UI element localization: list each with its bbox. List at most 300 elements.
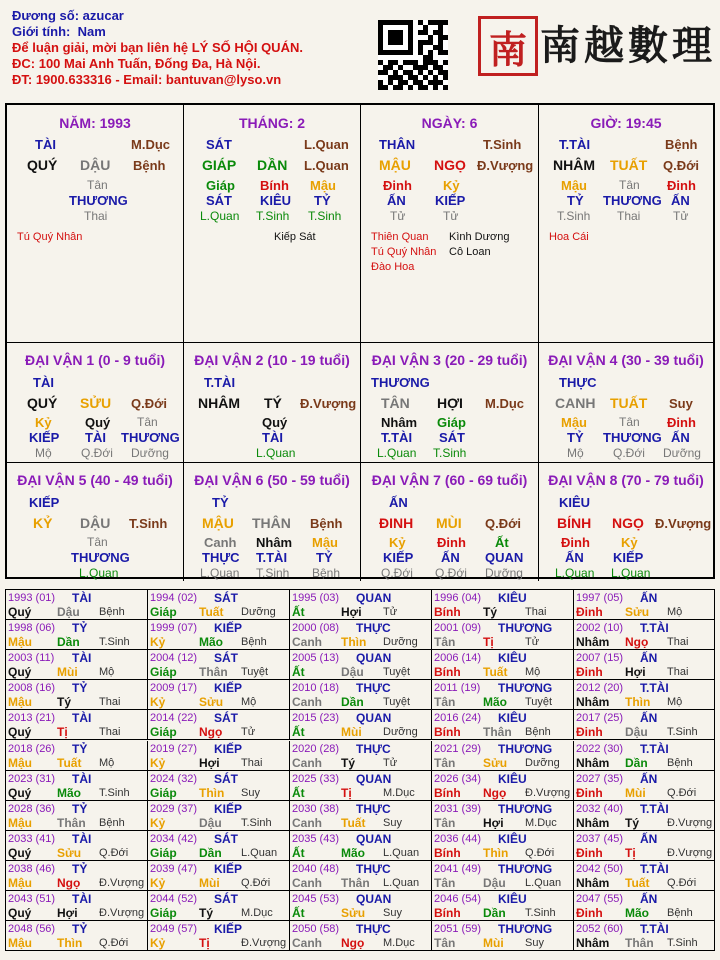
can-label: Nhâm <box>576 875 610 890</box>
chi-label: Tị <box>341 785 352 800</box>
state-label: Tuyệt <box>383 666 411 679</box>
can-label: Canh <box>292 695 322 710</box>
state-label: Tử <box>383 606 398 618</box>
state-label: T.Sinh <box>667 937 698 950</box>
chi-label: Tuất <box>625 875 650 890</box>
year-label: 2027 (35) <box>576 772 624 785</box>
dai-van-text: M.Dục <box>485 396 524 411</box>
can-label: Nhâm <box>576 815 610 830</box>
can-label: Mậu <box>8 936 32 951</box>
year-cell <box>6 921 148 951</box>
state-label: Tuyệt <box>525 696 553 709</box>
year-cell <box>148 861 290 891</box>
star-label: T.TÀI <box>640 922 669 937</box>
pillar-text: Tú Quý Nhân <box>371 246 437 258</box>
dai-van-text: Quý <box>262 415 288 430</box>
pillar-text: THÂN <box>379 137 416 152</box>
chi-label: Mão <box>341 845 365 860</box>
chi-label: Ngọ <box>341 936 365 951</box>
chi-label: Sửu <box>625 605 650 619</box>
dai-van-cell <box>361 343 539 463</box>
dai-van-text: Tân <box>619 415 640 429</box>
star-label: QUAN <box>356 771 392 786</box>
pillar-text: DẬU <box>80 157 111 173</box>
state-label: L.Quan <box>383 846 420 859</box>
chi-label: Hợi <box>57 906 78 920</box>
pillar-text: Tử <box>673 209 689 223</box>
dai-van-title: ĐẠI VẬN 2 (10 - 19 tuổi) <box>194 352 350 368</box>
year-cell <box>574 650 714 680</box>
pillar-text: THƯƠNG <box>69 193 128 208</box>
dai-van-text: Mộ <box>567 446 584 460</box>
pillar-text: TỶ <box>314 193 331 208</box>
star-label: THỰC <box>356 801 391 816</box>
chi-label: Mùi <box>483 936 504 951</box>
year-label: 2002 (10) <box>576 622 624 635</box>
dai-van-text: L.Quan <box>256 446 296 460</box>
chi-label: Tuất <box>199 605 224 619</box>
year-label: 2031 (39) <box>434 802 482 815</box>
pillar-text: Tử <box>443 209 459 223</box>
dai-van-text: KỶ <box>33 515 53 531</box>
year-label: 2033 (41) <box>8 832 56 845</box>
state-label: Bệnh <box>667 907 693 919</box>
dai-van-text: NGỌ <box>612 515 644 531</box>
dai-van-text: Kỷ <box>35 415 52 430</box>
year-label: 2036 (44) <box>434 832 482 845</box>
pillar-text: Q.Đới <box>663 158 699 173</box>
year-cell <box>148 620 290 650</box>
chi-label: Thân <box>199 665 228 680</box>
state-label: Đ.Vượng <box>99 876 145 889</box>
year-label: 2012 (20) <box>576 682 624 695</box>
year-cell <box>148 590 290 620</box>
can-label: Bính <box>434 906 461 920</box>
year-label: 2037 (45) <box>576 832 624 845</box>
year-label: 2003 (11) <box>8 652 55 665</box>
state-label: Đ.Vượng <box>241 937 287 950</box>
year-cell <box>148 650 290 680</box>
star-label: THƯƠNG <box>498 861 553 876</box>
state-label: Tử <box>525 636 540 649</box>
dai-van-text: Tân <box>87 535 108 549</box>
dai-van-text: DẬU <box>80 515 111 531</box>
star-label: TỶ <box>72 861 88 876</box>
pillar-text: Tú Quý Nhân <box>17 231 83 243</box>
star-label: TỶ <box>72 681 88 696</box>
can-label: Giáp <box>150 845 177 860</box>
chi-label: Mão <box>483 695 507 710</box>
year-cell <box>290 590 432 620</box>
dai-van-text: Q.Đới <box>81 446 113 460</box>
chi-label: Tị <box>483 635 494 650</box>
dai-van-cell <box>539 343 713 463</box>
year-cell <box>290 741 432 771</box>
pillar-text: Hoa Cái <box>549 231 589 243</box>
pillar-text: Tân <box>87 178 108 192</box>
year-label: 2023 (31) <box>8 772 56 785</box>
dai-van-text: TỶ <box>567 430 584 445</box>
can-label: Canh <box>292 755 322 770</box>
qr-code-icon[interactable] <box>378 20 448 90</box>
dai-van-text: MẬU <box>202 515 234 531</box>
pillar-cell <box>361 105 539 343</box>
can-label: Kỷ <box>150 635 166 650</box>
year-cell <box>6 891 148 921</box>
state-label: Đ.Vượng <box>525 786 571 799</box>
chi-label: Hợi <box>483 815 504 830</box>
pillar-text: Thai <box>617 209 641 223</box>
can-label: Ất <box>292 906 305 920</box>
year-cell <box>290 680 432 710</box>
year-cell <box>290 620 432 650</box>
year-cell <box>432 861 574 891</box>
dai-van-text: TÝ <box>264 395 282 411</box>
pillar-text: Đào Hoa <box>371 261 415 273</box>
star-label: SÁT <box>214 771 238 786</box>
dai-van-text: T.Sinh <box>433 446 467 460</box>
pillar-cell <box>7 105 184 343</box>
year-label: 2028 (36) <box>8 802 56 815</box>
year-cell <box>574 680 714 710</box>
dai-van-text: T.TÀI <box>204 375 236 390</box>
year-cell <box>432 801 574 831</box>
chi-label: Tị <box>625 845 636 860</box>
year-cell <box>290 921 432 951</box>
gender-line <box>12 24 303 40</box>
dai-van-text: T.TÀI <box>381 430 413 445</box>
state-label: Mộ <box>525 666 541 679</box>
dai-van-text: Dưỡng <box>131 446 169 460</box>
state-label: Mộ <box>241 696 257 709</box>
dai-van-text: Q.Đới <box>435 566 467 580</box>
state-label: Thai <box>99 726 121 739</box>
state-label: M.Dục <box>383 937 415 950</box>
dai-van-text: ẤN <box>389 495 408 510</box>
dai-van-text: TỶ <box>212 495 229 510</box>
star-label: SÁT <box>214 591 238 605</box>
dai-van-text: Q.Đới <box>485 516 521 531</box>
pillar-text: DẦN <box>257 157 288 173</box>
pillar-text: Đinh <box>383 178 412 193</box>
name-line <box>12 8 303 24</box>
star-label: KIÊU <box>498 651 527 666</box>
star-label: KIẾP <box>214 801 243 816</box>
year-cell <box>432 891 574 921</box>
can-label: Bính <box>434 665 461 680</box>
state-label: Thai <box>525 606 547 618</box>
star-label: T.TÀI <box>640 621 669 636</box>
pillar-title: NGÀY: 6 <box>421 115 478 131</box>
name-label: Đương số: <box>12 8 80 23</box>
dai-van-cell <box>361 463 539 581</box>
can-label: Canh <box>292 875 322 890</box>
year-label: 2018 (26) <box>8 742 56 755</box>
year-cell <box>148 741 290 771</box>
year-cell <box>432 741 574 771</box>
state-label: T.Sinh <box>99 636 130 649</box>
dai-van-text: THƯƠNG <box>371 375 430 390</box>
chi-label: Tuất <box>57 755 82 770</box>
year-cell <box>432 921 574 951</box>
state-label: L.Quan <box>241 846 278 859</box>
dai-van-text: Bệnh <box>312 566 341 580</box>
state-label: Q.Đới <box>667 786 697 799</box>
can-label: Đinh <box>576 725 603 740</box>
dai-van-text: T.TÀI <box>256 550 288 565</box>
year-label: 2040 (48) <box>292 862 340 875</box>
dai-van-text: Suy <box>669 396 693 411</box>
star-label: KIẾP <box>214 922 243 937</box>
can-label: Giáp <box>150 665 177 680</box>
year-cell <box>6 771 148 801</box>
year-label: 2011 (19) <box>434 682 481 695</box>
chi-label: Sửu <box>57 845 82 860</box>
year-label: 2042 (50) <box>576 862 624 875</box>
state-label: M.Dục <box>241 907 273 919</box>
pillar-text: Bính <box>260 178 289 193</box>
chi-label: Mùi <box>341 725 362 740</box>
dai-van-text: SÁT <box>439 430 465 445</box>
pillar-text: T.Sinh <box>557 209 591 223</box>
year-label: 2022 (30) <box>576 742 624 755</box>
dai-van-text: Đ.Vượng <box>655 516 712 531</box>
year-label: 2016 (24) <box>434 712 482 725</box>
header-info <box>12 8 303 88</box>
year-cell <box>6 710 148 740</box>
year-cell <box>6 680 148 710</box>
year-label: 2013 (21) <box>8 712 56 725</box>
star-label: THƯƠNG <box>498 922 553 937</box>
star-label: SÁT <box>214 892 238 906</box>
star-label: TÀI <box>72 711 92 726</box>
dai-van-text: THƯƠNG <box>603 430 662 445</box>
dai-van-text: SỬU <box>80 395 112 411</box>
chi-label: Dậu <box>57 605 80 619</box>
dai-van-cell <box>184 343 361 463</box>
year-cell <box>6 831 148 861</box>
dai-van-text: ĐINH <box>379 515 414 531</box>
pillar-text: ẤN <box>671 193 690 208</box>
star-label: QUAN <box>356 591 392 605</box>
can-label: Mậu <box>8 695 32 710</box>
can-label: Giáp <box>150 605 177 619</box>
chi-label: Mùi <box>199 875 220 890</box>
year-label: 2026 (34) <box>434 772 482 785</box>
can-label: Đinh <box>576 665 603 680</box>
chi-label: Sửu <box>483 755 508 770</box>
dai-van-text: Kỷ <box>389 535 406 550</box>
can-label: Nhâm <box>576 635 610 650</box>
can-label: Bính <box>434 845 461 860</box>
pillar-text: Kiếp Sát <box>274 231 316 243</box>
pillar-text: Thai <box>84 209 108 223</box>
pillar-text: Bệnh <box>665 137 698 152</box>
year-cell <box>432 620 574 650</box>
year-cell <box>148 921 290 951</box>
star-label: KIẾP <box>214 681 243 696</box>
dai-van-text: Ất <box>495 535 509 550</box>
star-label: ẤN <box>640 591 658 605</box>
dai-van-text: Mộ <box>35 446 52 460</box>
year-cell <box>290 831 432 861</box>
dai-van-text: MÙI <box>436 515 462 531</box>
chi-label: Thìn <box>199 785 225 800</box>
star-label: SÁT <box>214 711 238 726</box>
name-value: azucar <box>82 8 124 23</box>
pillar-text: TỶ <box>567 193 584 208</box>
star-label: QUAN <box>356 711 392 726</box>
dai-van-text: T.Sinh <box>256 566 290 580</box>
state-label: Mộ <box>667 696 683 709</box>
dai-van-text: KIẾP <box>613 550 644 565</box>
chi-label: Sửu <box>199 695 224 710</box>
dai-van-text: CANH <box>555 395 596 411</box>
year-label: 2043 (51) <box>8 893 56 905</box>
year-cell <box>290 650 432 680</box>
star-label: QUAN <box>356 892 392 906</box>
state-label: Dưỡng <box>241 606 276 618</box>
chi-label: Mão <box>57 785 81 800</box>
state-label: Tuyệt <box>383 696 411 709</box>
state-label: Q.Đới <box>99 937 129 950</box>
chi-label: Hợi <box>341 605 362 619</box>
dai-van-text: TÂN <box>381 395 410 411</box>
state-label: Thai <box>667 636 689 649</box>
year-label: 1997 (05) <box>576 592 624 604</box>
dai-van-text: L.Quan <box>79 566 119 580</box>
year-cell <box>6 590 148 620</box>
year-cell <box>432 771 574 801</box>
star-label: ẤN <box>640 892 658 906</box>
chi-label: Tý <box>57 695 72 710</box>
dai-van-text: Bệnh <box>310 516 343 531</box>
pillar-text: Cô Loan <box>449 246 491 258</box>
dai-van-cell <box>539 463 713 581</box>
can-label: Đinh <box>576 845 603 860</box>
chi-label: Dậu <box>199 815 222 830</box>
year-label: 2025 (33) <box>292 772 340 785</box>
year-cell <box>290 710 432 740</box>
year-label: 2020 (28) <box>292 742 340 755</box>
dai-van-text: Nhâm <box>381 415 418 430</box>
year-cell <box>574 710 714 740</box>
year-label: 2041 (49) <box>434 862 482 875</box>
state-label: Đ.Vượng <box>667 846 713 859</box>
gender-value: Nam <box>77 24 106 39</box>
pillar-title: GIỜ: 19:45 <box>590 115 662 131</box>
can-label: Đinh <box>576 785 603 800</box>
dai-van-cell <box>7 343 184 463</box>
chi-label: Tị <box>199 936 210 951</box>
state-label: Suy <box>383 907 402 919</box>
can-label: Ất <box>292 725 305 740</box>
state-label: M.Dục <box>525 816 557 829</box>
dai-van-text: Mậu <box>561 415 587 430</box>
year-cell <box>574 831 714 861</box>
year-label: 2045 (53) <box>292 893 340 905</box>
can-label: Tân <box>434 695 456 710</box>
can-label: Quý <box>8 665 32 680</box>
can-label: Bính <box>434 785 461 800</box>
year-cell <box>574 620 714 650</box>
dai-van-text: TÀI <box>33 375 54 390</box>
state-label: Q.Đới <box>241 876 271 889</box>
can-label: Đinh <box>576 906 603 920</box>
year-cell <box>148 801 290 831</box>
can-label: Ất <box>292 665 305 680</box>
phone-email-text: ĐT: 1900.633316 - Email: bantuvan@lyso.vn <box>12 72 282 87</box>
pillar-text: SÁT <box>206 137 232 152</box>
state-label: L.Quan <box>383 876 420 889</box>
star-label: KIÊU <box>498 591 527 605</box>
star-label: ẤN <box>640 711 658 726</box>
state-label: Bệnh <box>241 636 267 649</box>
dai-van-text: KIẾP <box>383 550 414 565</box>
year-label: 2014 (22) <box>150 712 198 725</box>
can-label: Mậu <box>8 815 32 830</box>
chi-label: Tý <box>483 605 498 619</box>
year-label: 2039 (47) <box>150 862 198 875</box>
can-label: Kỷ <box>150 755 166 770</box>
chi-label: Dần <box>625 755 648 770</box>
year-cell <box>574 921 714 951</box>
year-label: 2005 (13) <box>292 652 340 665</box>
dai-van-text: THÂN <box>252 515 291 531</box>
pillar-text: GIÁP <box>202 157 237 173</box>
chi-label: Mùi <box>57 665 78 680</box>
year-label: 1999 (07) <box>150 622 198 635</box>
can-label: Mậu <box>8 635 32 650</box>
dai-van-text: QUÝ <box>27 395 58 411</box>
year-label: 2010 (18) <box>292 682 340 695</box>
star-label: SÁT <box>214 651 238 666</box>
year-label: 1993 (01) <box>8 592 56 604</box>
star-label: KIÊU <box>498 711 527 726</box>
year-label: 2050 (58) <box>292 923 340 936</box>
star-label: TÀI <box>72 831 92 846</box>
can-label: Quý <box>8 725 32 740</box>
star-label: ẤN <box>640 771 658 786</box>
dai-van-title: ĐẠI VẬN 6 (50 - 59 tuổi) <box>194 472 350 488</box>
year-cell <box>432 831 574 861</box>
dai-van-cell <box>7 463 184 581</box>
chi-label: Hợi <box>199 755 220 770</box>
state-label: Mộ <box>99 756 115 769</box>
star-label: T.TÀI <box>640 861 669 876</box>
pillar-text: TUẤT <box>610 157 648 173</box>
pillar-text: L.Quan <box>304 137 349 152</box>
state-label: Đ.Vượng <box>667 816 713 829</box>
brand-logo: 南越數理 <box>540 22 716 69</box>
state-label: Mộ <box>667 606 683 618</box>
pillar-text: M.Dục <box>131 137 170 152</box>
star-label: THỰC <box>356 741 391 756</box>
dai-van-text: TÀI <box>85 430 106 445</box>
can-label: Mậu <box>8 875 32 890</box>
star-label: TỶ <box>72 741 88 756</box>
dai-van-text: Đinh <box>667 415 696 430</box>
state-label: Đ.Vượng <box>99 907 145 919</box>
pillar-text: Đ.Vượng <box>477 158 534 173</box>
state-label: Q.Đới <box>667 876 697 889</box>
state-label: T.Sinh <box>99 786 130 799</box>
year-label: 1996 (04) <box>434 592 482 604</box>
pillar-text: KIẾP <box>435 193 466 208</box>
star-label: THƯƠNG <box>498 741 553 756</box>
pillar-title: NĂM: 1993 <box>59 115 131 131</box>
star-label: THỰC <box>356 621 391 636</box>
